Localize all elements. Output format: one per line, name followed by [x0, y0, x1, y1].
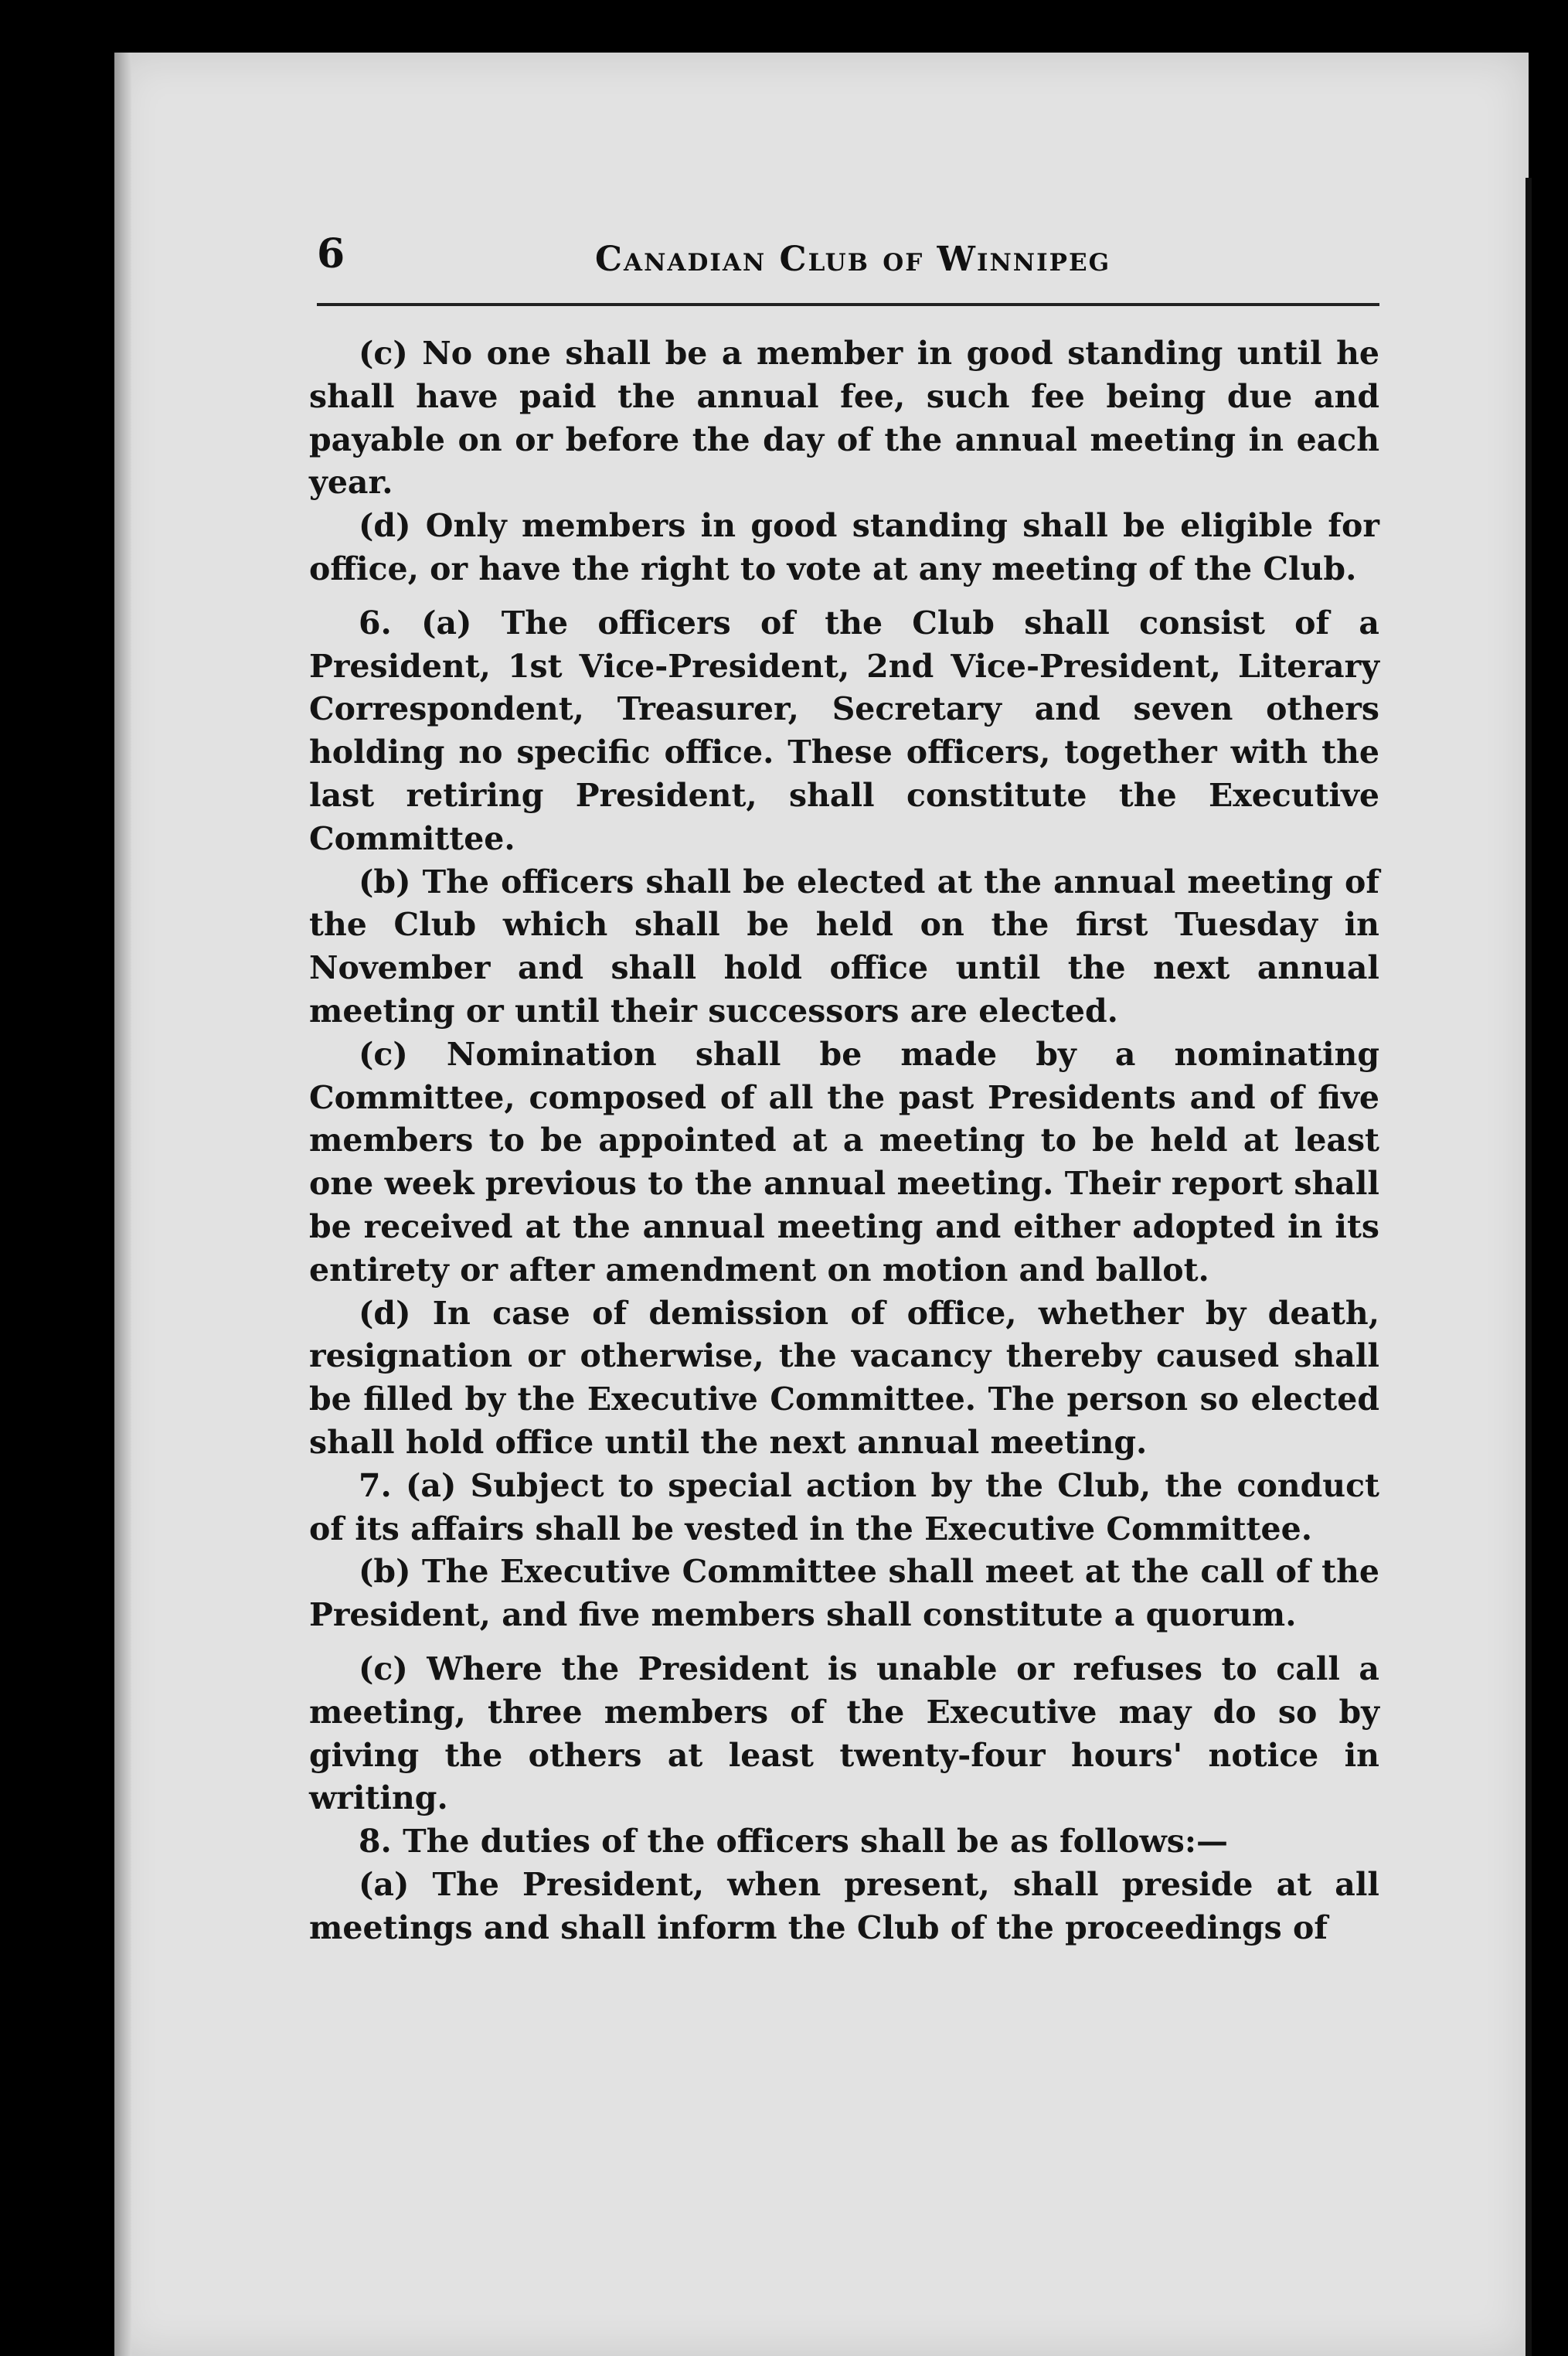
paragraph-7b: (b) The Executive Committee shall meet at the call of the President, and five members shall constitute a quorum.	[309, 1553, 1379, 1634]
running-title: Canadian Club of Winnipeg	[595, 240, 1111, 279]
paragraph-8a: (a) The President, when present, shall preside at all meetings and shall inform the Club of the proceedings of	[309, 1865, 1379, 1946]
paragraph-6d: (d) In case of demission of office, whether by death, resignation or otherwise, the vacancy thereby caused shall be filled by the Executive Committee. The person so elected shall hold office until the next annual meeting.	[309, 1294, 1379, 1461]
paragraph-8: 8. The duties of the officers shall be as follows:—	[359, 1823, 1228, 1861]
header-rule	[317, 303, 1379, 306]
page-binding-edge	[114, 53, 131, 2356]
body-text	[309, 332, 1379, 1949]
page-number: 6	[317, 230, 345, 277]
paragraph-7a: 7. (a) Subject to special action by the Club, the conduct of its affairs shall be vested in the Executive Committee.	[309, 1466, 1379, 1547]
paragraph-6c: (c) Nomination shall be made by a nominating Committee, composed of all the past Presidents and of five members to be appointed at a meeting to be held at least one week previous to the annual meeting. Their report shall be received at the annual meeting and either adopted in its entirety or after amendment on motion and ballot.	[309, 1035, 1379, 1289]
page-outer-edge	[1525, 178, 1532, 2356]
paragraph-6a: 6. (a) The officers of the Club shall consist of a President, 1st Vice-President, 2nd Vice-President, Literary Correspondent, Treasurer, Secretary and seven others holding no specific office. These officers, together with the last retiring President, shall constitute the Executive Committee.	[309, 604, 1379, 857]
running-head	[317, 224, 1379, 309]
paragraph-6b: (b) The officers shall be elected at the annual meeting of the Club which shall be held on the first Tuesday in November and shall hold office until the next annual meeting or until their successors are elected.	[309, 863, 1379, 1030]
paragraph-7c: (c) Where the President is unable or refuses to call a meeting, three members of the Executive may do so by giving the others at least twenty-four hours' notice in writing.	[309, 1650, 1379, 1817]
paragraph-4d: (d) Only members in good standing shall be eligible for office, or have the right to vote at any meeting of the Club.	[309, 507, 1379, 587]
paragraph-4c: (c) No one shall be a member in good standing until he shall have paid the annual fee, such fee being due and payable on or before the day of the annual meeting in each year.	[309, 335, 1379, 502]
